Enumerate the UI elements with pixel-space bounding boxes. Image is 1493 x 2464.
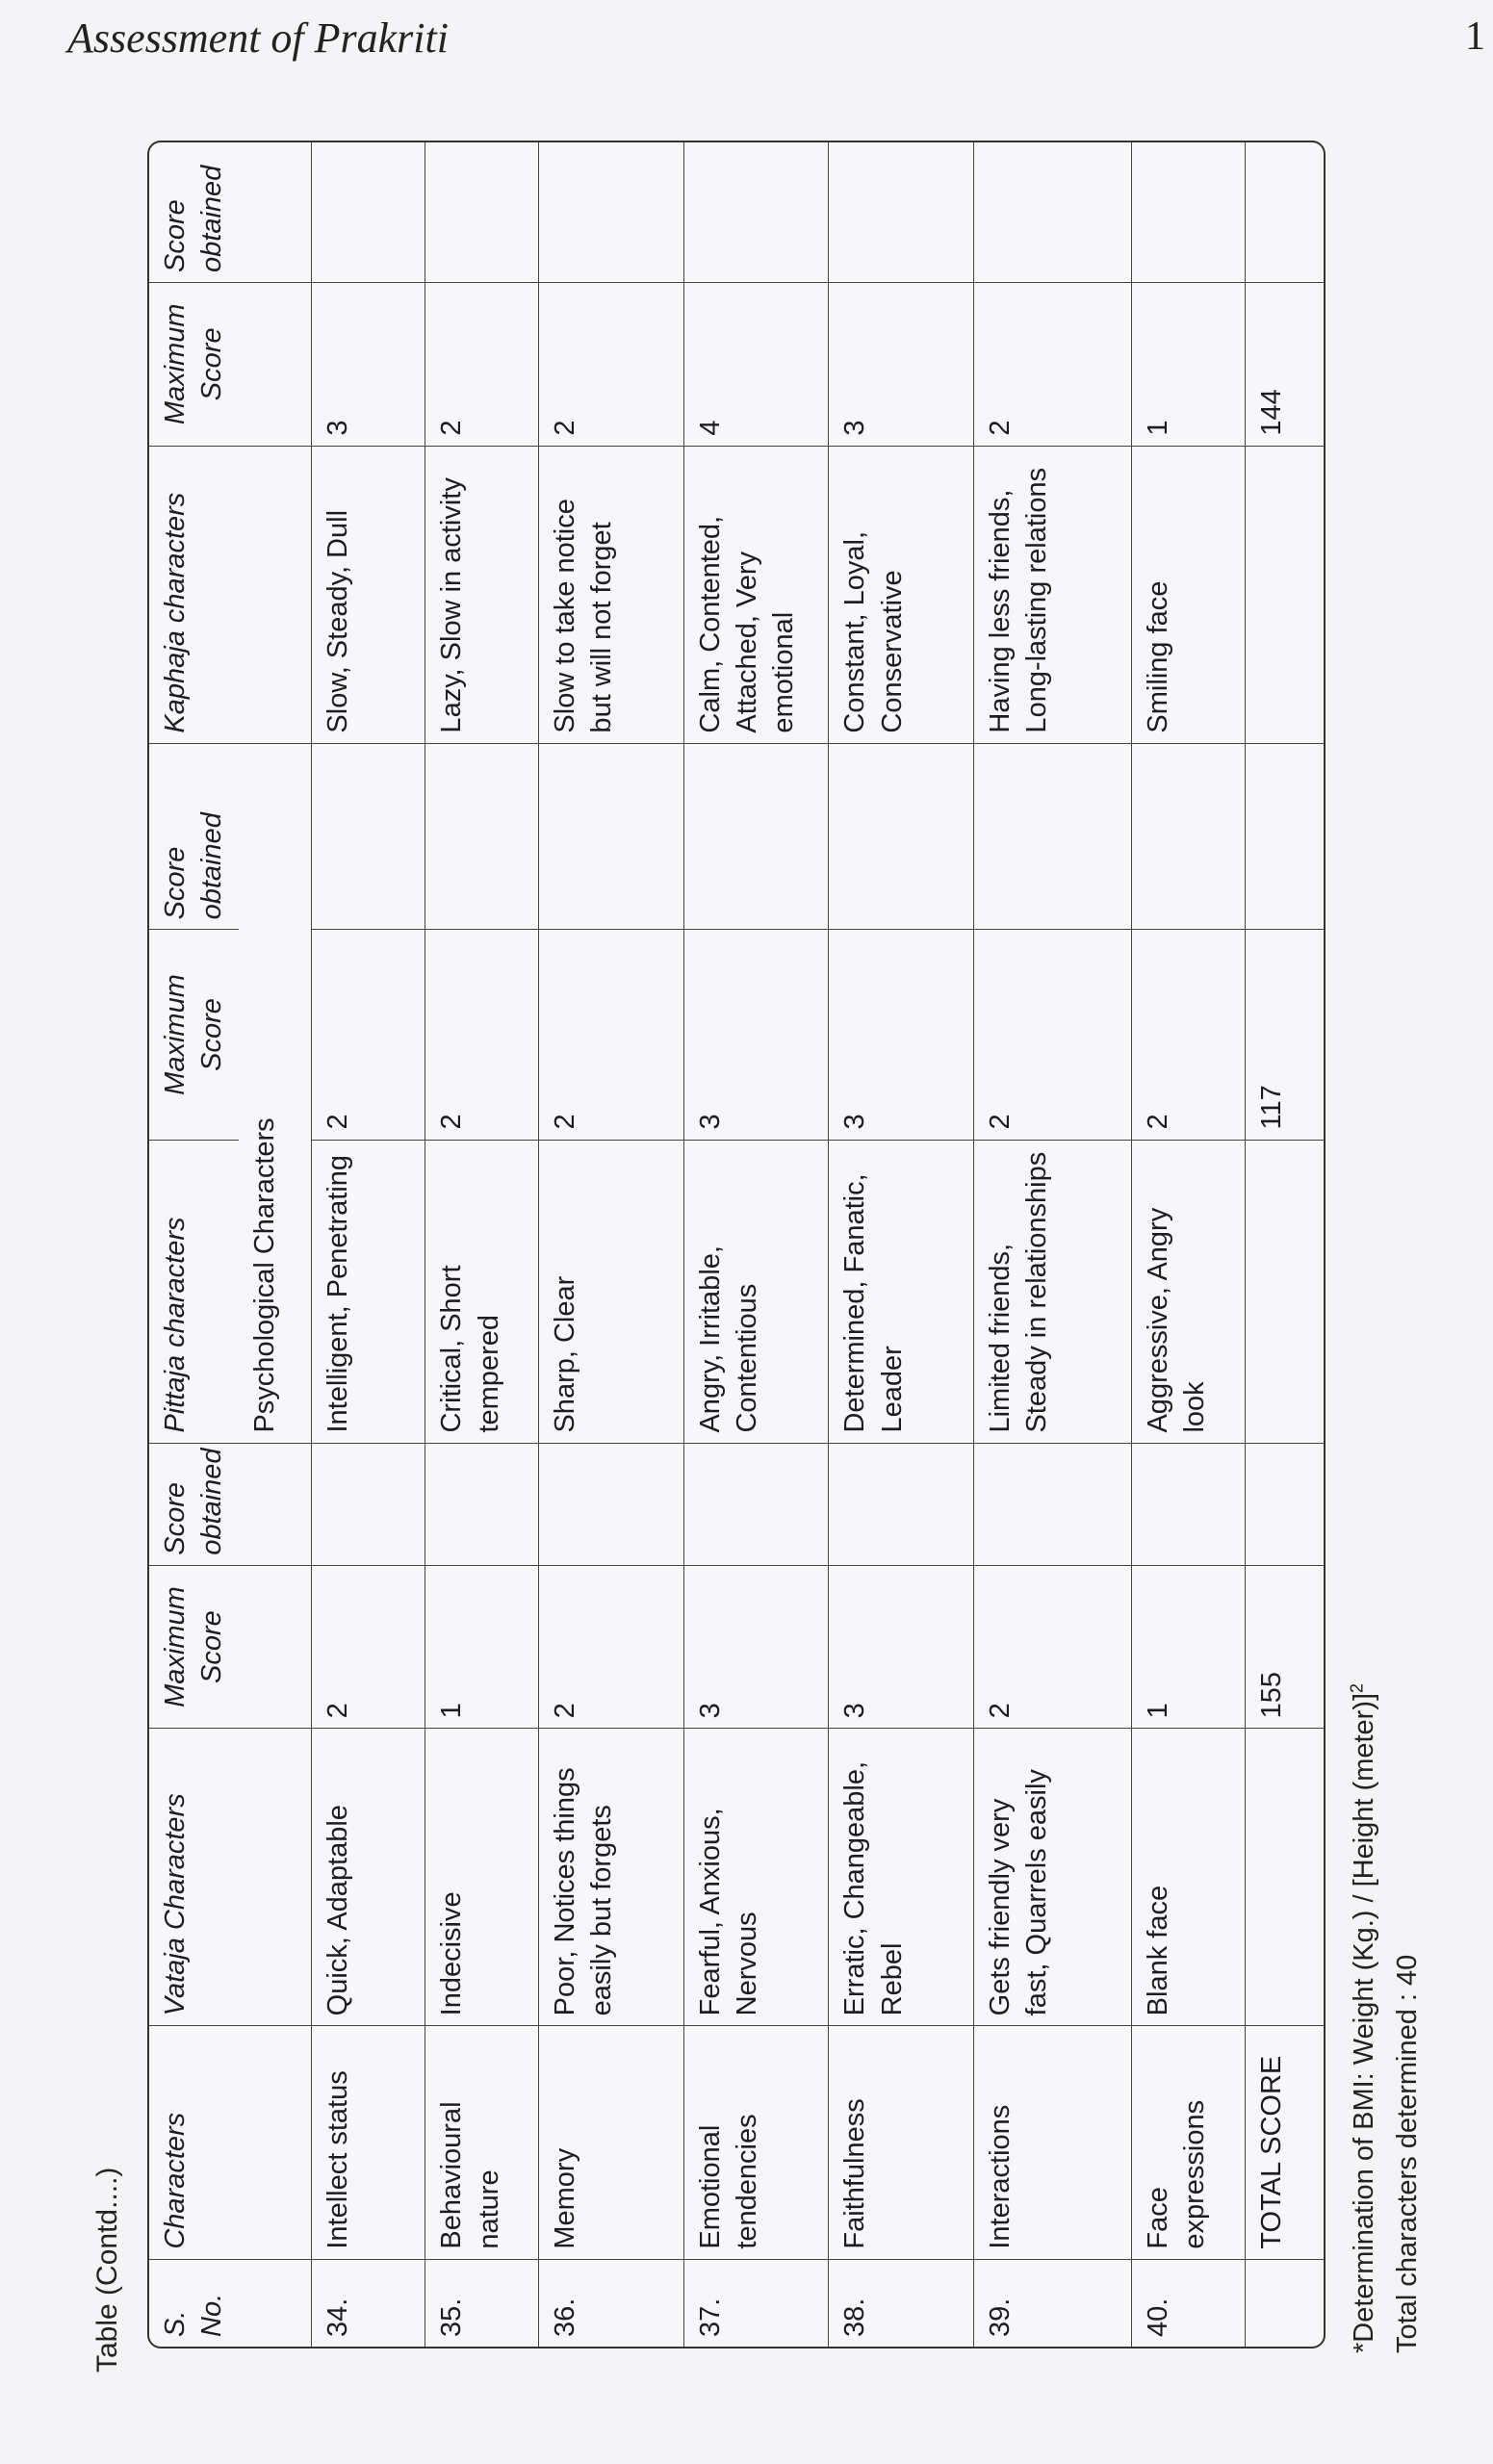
table-row [1131,142,1245,2347]
row-vata-obtained [539,1443,684,1565]
row-pitta-max: 2 [539,930,684,1140]
total-row [1245,142,1324,2347]
bmi-footnote [1343,1683,1386,2353]
row-vata-trait: Gets friendly very fast, Quarrels easily [974,1729,1132,2026]
total-pitta-obtained [1245,743,1324,930]
row-pitta-max: 3 [829,930,974,1140]
row-character: Intellect status [312,2026,425,2259]
row-vata-max: 1 [1131,1565,1245,1729]
row-vata-max: 3 [829,1565,974,1729]
footnotes [1343,1683,1429,2353]
row-kapha-trait: Smiling face [1131,446,1245,743]
row-vata-trait: Blank face [1131,1729,1245,2026]
row-character: Memory [539,2026,684,2259]
row-pitta-obtained [539,743,684,930]
row-kapha-max: 2 [425,282,539,446]
row-pitta-trait: Intelligent, Penetrating [312,1140,425,1443]
section-blank-cell [239,446,312,743]
bmi-footnote-exponent: 2 [1347,1682,1367,1693]
header-sno: S. No. [149,2259,239,2347]
total-blank-cell [1245,2259,1324,2347]
row-kapha-max: 3 [829,282,974,446]
page-header-title: Assessment of Prakriti [67,14,449,62]
row-vata-trait: Fearful, Anxious, Nervous [683,1729,829,2026]
row-pitta-max: 2 [974,930,1132,1140]
total-kapha-obtained [1245,142,1324,282]
section-blank-cell [239,1565,312,1729]
row-vata-obtained [683,1443,829,1565]
section-row [239,142,312,2347]
row-number: 37. [683,2259,829,2347]
row-kapha-max: 2 [539,282,684,446]
total-vata-obtained [1245,1443,1324,1565]
table-row [829,142,974,2347]
row-kapha-obtained [1131,142,1245,282]
total-kapha-max: 144 [1245,282,1324,446]
header-pitta-obtained: Score obtained [149,743,239,930]
section-blank-cell [239,1729,312,2026]
section-blank-cell [239,2259,312,2347]
header-pittaja: Pittaja characters [149,1140,239,1443]
row-pitta-trait: Determined, Fanatic, Leader [829,1140,974,1443]
row-vata-obtained [425,1443,539,1565]
total-blank-cell [1245,1729,1324,2026]
row-vata-trait: Indecisive [425,1729,539,2026]
rotated-page-content [91,130,1458,2373]
row-number: 39. [974,2259,1132,2347]
total-pitta-max: 117 [1245,930,1324,1140]
table-row [312,142,425,2347]
row-pitta-obtained [683,743,829,930]
total-score-label: TOTAL SCORE [1245,2026,1324,2259]
total-characters-footnote: Total characters determined : 40 [1391,1954,1423,2353]
header-kaphaja: Kaphaja characters [149,446,239,743]
row-kapha-trait: Lazy, Slow in activity [425,446,539,743]
table-row [539,142,684,2347]
row-pitta-max: 2 [312,930,425,1140]
table-row [425,142,539,2347]
row-kapha-obtained [312,142,425,282]
row-vata-obtained [974,1443,1132,1565]
header-row [149,142,239,2347]
table-row [974,142,1132,2347]
row-number: 34. [312,2259,425,2347]
row-number: 36. [539,2259,684,2347]
row-pitta-max: 2 [425,930,539,1140]
row-character: Face expressions [1131,2026,1245,2259]
page-number: 1 [1465,14,1485,59]
row-number: 35. [425,2259,539,2347]
row-pitta-max: 3 [683,930,829,1140]
row-character: Faithfulness [829,2026,974,2259]
table-frame [147,141,1326,2348]
row-kapha-obtained [829,142,974,282]
section-blank-cell [239,142,312,282]
row-vata-trait: Poor, Notices things easily but forgets [539,1729,684,2026]
row-kapha-obtained [539,142,684,282]
header-vata-obtained: Score obtained [149,1443,239,1565]
row-kapha-trait: Having less friends, Long-lasting relations [974,446,1132,743]
row-pitta-max: 2 [1131,930,1245,1140]
header-vata-max: Maximum Score [149,1565,239,1729]
header-vataja: Vataja Characters [149,1729,239,2026]
row-vata-max: 2 [312,1565,425,1729]
row-number: 38. [829,2259,974,2347]
row-kapha-max: 3 [312,282,425,446]
row-kapha-max: 4 [683,282,829,446]
row-vata-max: 3 [683,1565,829,1729]
header-kapha-obtained: Score obtained [149,142,239,282]
row-character: Behavioural nature [425,2026,539,2259]
row-kapha-obtained [683,142,829,282]
header-kapha-max: Maximum Score [149,282,239,446]
row-vata-trait: Quick, Adaptable [312,1729,425,2026]
row-character: Interactions [974,2026,1132,2259]
row-vata-obtained [829,1443,974,1565]
header-characters: Characters [149,2026,239,2259]
row-kapha-max: 1 [1131,282,1245,446]
section-blank-cell [239,282,312,446]
row-pitta-trait: Critical, Short tempered [425,1140,539,1443]
row-pitta-obtained [425,743,539,930]
row-vata-max: 2 [974,1565,1132,1729]
section-blank-cell [239,1443,312,1565]
row-vata-max: 2 [539,1565,684,1729]
table-row [683,142,829,2347]
row-vata-obtained [1131,1443,1245,1565]
section-title: Psychological Characters [239,743,312,1443]
row-kapha-obtained [425,142,539,282]
row-pitta-obtained [974,743,1132,930]
row-kapha-trait: Constant, Loyal, Conservative [829,446,974,743]
row-character: Emotional tendencies [683,2026,829,2259]
row-number: 40. [1131,2259,1245,2347]
row-kapha-trait: Slow to take notice but will not forget [539,446,684,743]
row-pitta-trait: Angry, Irritable, Contentious [683,1140,829,1443]
total-vata-max: 155 [1245,1565,1324,1729]
total-blank-cell [1245,1140,1324,1443]
section-blank-cell [239,2026,312,2259]
row-kapha-trait: Slow, Steady, Dull [312,446,425,743]
table-caption: Table (Contd....) [91,2167,123,2373]
prakriti-table [149,142,1324,2347]
row-pitta-trait: Aggressive, Angry look [1131,1140,1245,1443]
header-pitta-max: Maximum Score [149,930,239,1140]
row-kapha-obtained [974,142,1132,282]
row-kapha-trait: Calm, Contented, Attached, Very emotional [683,446,829,743]
row-vata-max: 1 [425,1565,539,1729]
row-vata-obtained [312,1443,425,1565]
row-vata-trait: Erratic, Changeable, Rebel [829,1729,974,2026]
row-pitta-trait: Limited friends, Steady in relationships [974,1140,1132,1443]
row-pitta-obtained [829,743,974,930]
row-pitta-obtained [312,743,425,930]
row-pitta-obtained [1131,743,1245,930]
total-blank-cell [1245,446,1324,743]
bmi-footnote-text: *Determination of BMI: Weight (Kg.) / [Height (meter)] [1349,1692,1379,2353]
row-kapha-max: 2 [974,282,1132,446]
row-pitta-trait: Sharp, Clear [539,1140,684,1443]
